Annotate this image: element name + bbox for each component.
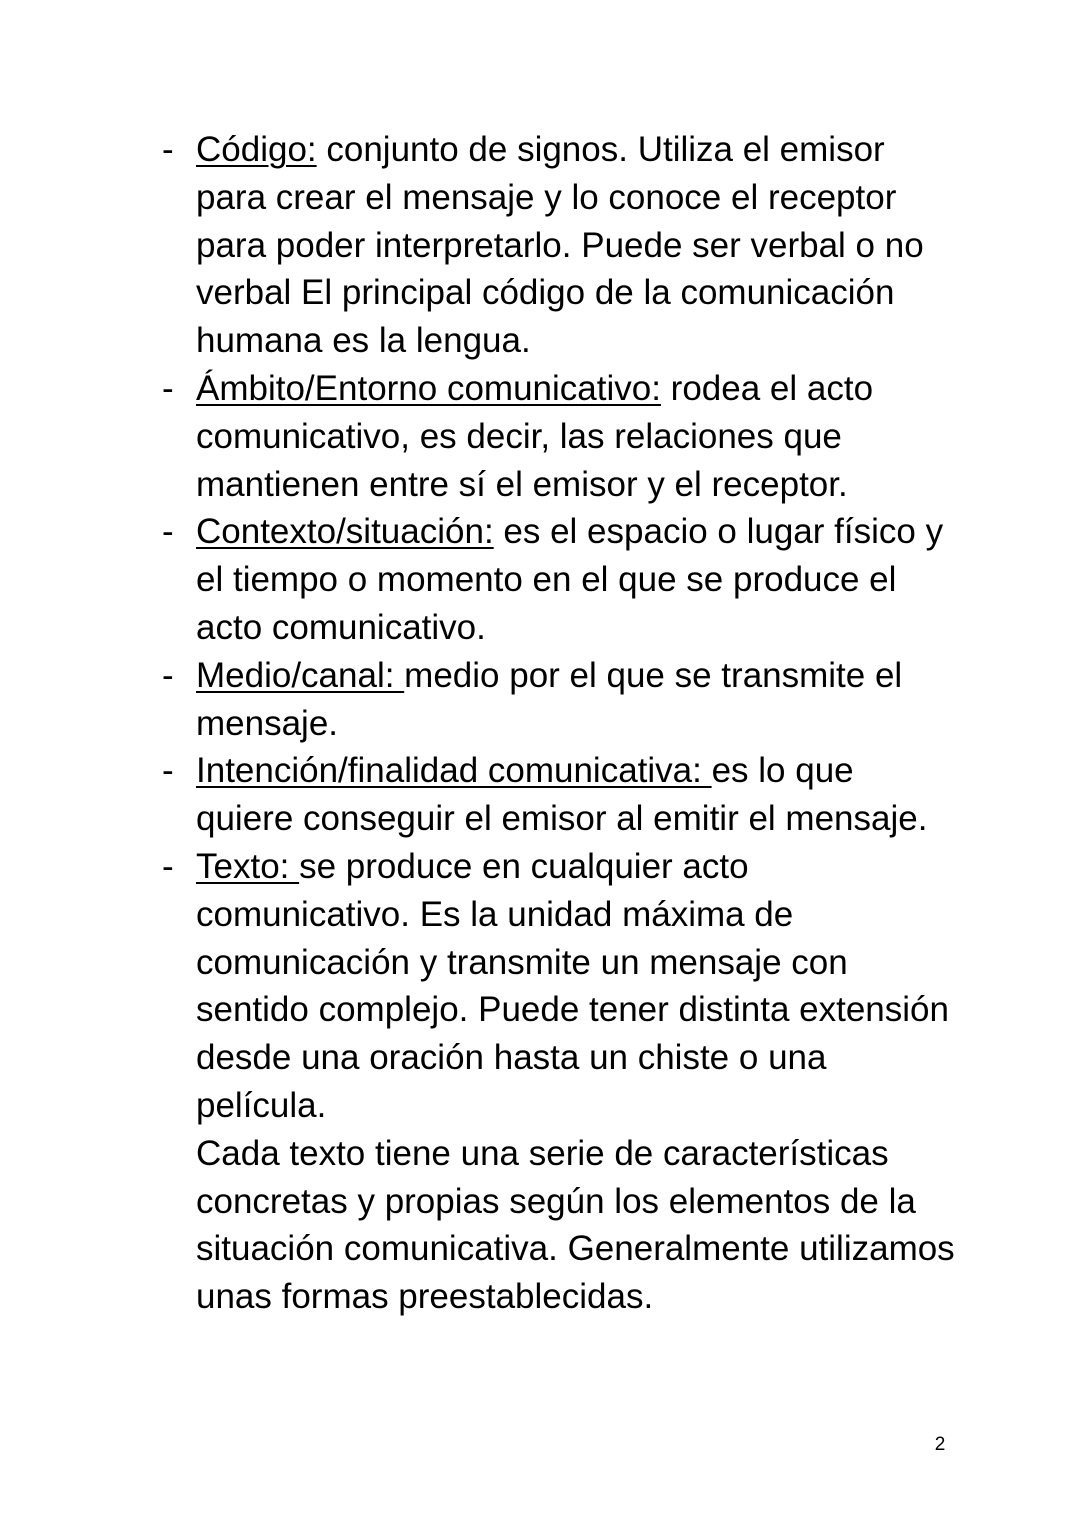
term-ambito: Ámbito/Entorno comunicativo: — [196, 368, 661, 408]
list-dash: - — [162, 368, 174, 408]
definition-texto: se produce en cualquier acto comunicativo. Es la unidad máxima de comunicación y transmite un mensaje con sentido complejo. Puede tener distinta extensión desde una oración hasta un chiste o una película. — [196, 846, 949, 1125]
list-item-codigo — [160, 126, 960, 365]
list-dash: - — [162, 512, 174, 552]
definition-medio: medio por el que se transmite el mensaje. — [196, 655, 903, 743]
term-codigo: Código: — [196, 130, 317, 169]
definition-contexto: es el espacio o lugar físico y el tiempo o momento en el que se produce el acto comunicativo. — [196, 512, 944, 647]
list-dash: - — [162, 655, 174, 695]
term-medio: Medio/canal: — [196, 655, 405, 695]
list-dash: - — [162, 751, 174, 791]
definition-intencion: es lo que quiere conseguir el emisor al emitir el mensaje. — [196, 751, 928, 839]
list-item-medio — [160, 652, 960, 748]
definition-texto-extra: Cada texto tiene una serie de características concretas y propias según los elementos de la situación comunicativa. Generalmente utilizamos unas formas preestablecidas. — [196, 1133, 955, 1317]
list-item-contexto — [160, 508, 960, 651]
page-number: 2 — [934, 1434, 946, 1455]
list-item-ambito — [160, 365, 960, 508]
list-dash: - — [162, 846, 174, 886]
term-intencion: Intención/finalidad comunicativa: — [196, 751, 712, 791]
list-item-texto — [160, 843, 960, 1321]
term-texto: Texto: — [196, 846, 300, 886]
term-contexto: Contexto/situación: — [196, 512, 494, 552]
list-item-intencion — [160, 747, 960, 843]
definition-list — [160, 126, 960, 1321]
list-dash: - — [162, 130, 174, 169]
definition-ambito: rodea el acto comunicativo, es decir, las relaciones que mantienen entre sí el emisor y el receptor. — [196, 368, 874, 504]
definition-codigo: conjunto de signos. Utiliza el emisor para crear el mensaje y lo conoce el receptor para poder interpretarlo. Puede ser verbal o no verbal El principal código de la comunicación humana es la lengua. — [196, 130, 924, 361]
